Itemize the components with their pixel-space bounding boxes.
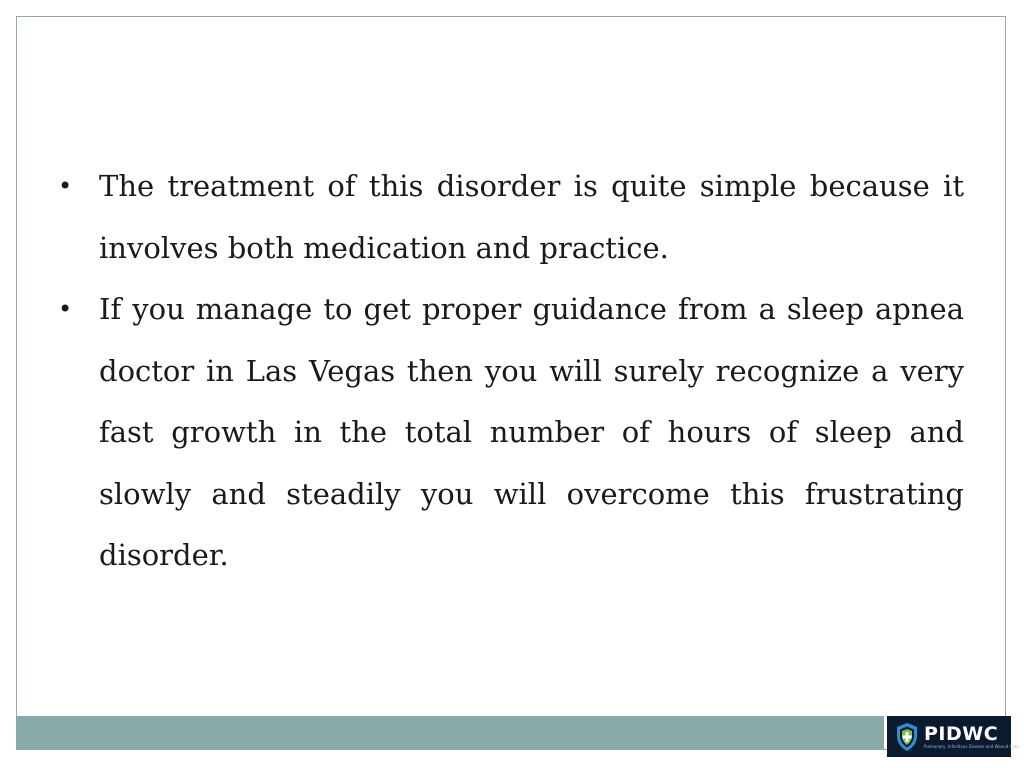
footer-bar: [16, 716, 884, 750]
bullet-dot-icon: •: [58, 172, 73, 200]
logo-text: [924, 724, 1019, 750]
bullet-item-1: [58, 156, 964, 279]
pidwc-logo: [887, 716, 1019, 757]
bullet-dot-icon: •: [58, 295, 73, 323]
logo-tagline: Pulmonary, Infectious Disease and Wound Care: [924, 743, 1019, 749]
bullet-item-2: [58, 279, 964, 587]
shield-cross-icon: [895, 722, 919, 752]
bullet-list: [58, 156, 964, 587]
bullet-text-1: The treatment of this disorder is quite simple because it involves both medication and practice.: [99, 169, 964, 265]
bullet-text-2: If you manage to get proper guidance from a sleep apnea doctor in Las Vegas then you will surely recognize a very fast growth in the total number of hours of sleep and slowly and steadily you will overcome this frustrating disorder.: [99, 292, 964, 572]
logo-wordmark: PIDWC: [924, 722, 999, 745]
